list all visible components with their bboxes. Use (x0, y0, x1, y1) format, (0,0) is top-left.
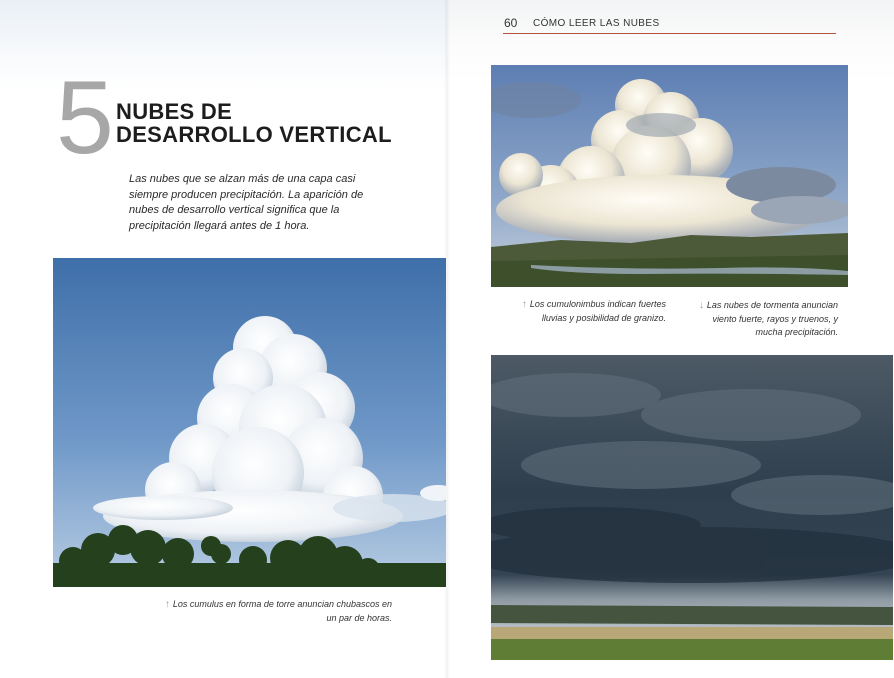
cumulonimbus-photo (491, 65, 848, 287)
storm-clouds-photo (491, 355, 893, 660)
up-arrow-icon: ↑ (521, 299, 527, 310)
caption-storm-text: Las nubes de tormenta anuncian viento fuerte, rayos y truenos, y mucha precipitación. (706, 300, 838, 337)
caption-cumulonimbus (500, 298, 666, 325)
chapter-title-line-1: NUBES DE (116, 99, 233, 124)
up-arrow-icon: ↑ (164, 599, 170, 610)
caption-cumulus (160, 598, 392, 625)
page-number: 60 (504, 16, 518, 30)
tower-cumulus-photo (53, 258, 446, 587)
caption-cumulus-text: Los cumulus en forma de torre anuncian chubascos en un par de horas. (172, 599, 392, 623)
down-arrow-icon: ↓ (698, 300, 704, 311)
intro-paragraph: Las nubes que se alzan más de una capa casi siempre producen precipitación. La aparición de nubes de desarrollo vertical significa que la precipitación llegará antes de 1 hora. (129, 173, 364, 232)
running-header (503, 16, 836, 34)
chapter-title (116, 100, 392, 146)
caption-cumulonimbus-text: Los cumulonimbus indican fuertes lluvias y posibilidad de granizo. (529, 299, 666, 323)
chapter-number: 5 (56, 60, 114, 176)
chapter-title-line-2: DESARROLLO VERTICAL (116, 122, 392, 147)
caption-storm (686, 299, 838, 340)
running-head-title: CÓMO LEER LAS NUBES (533, 18, 660, 29)
